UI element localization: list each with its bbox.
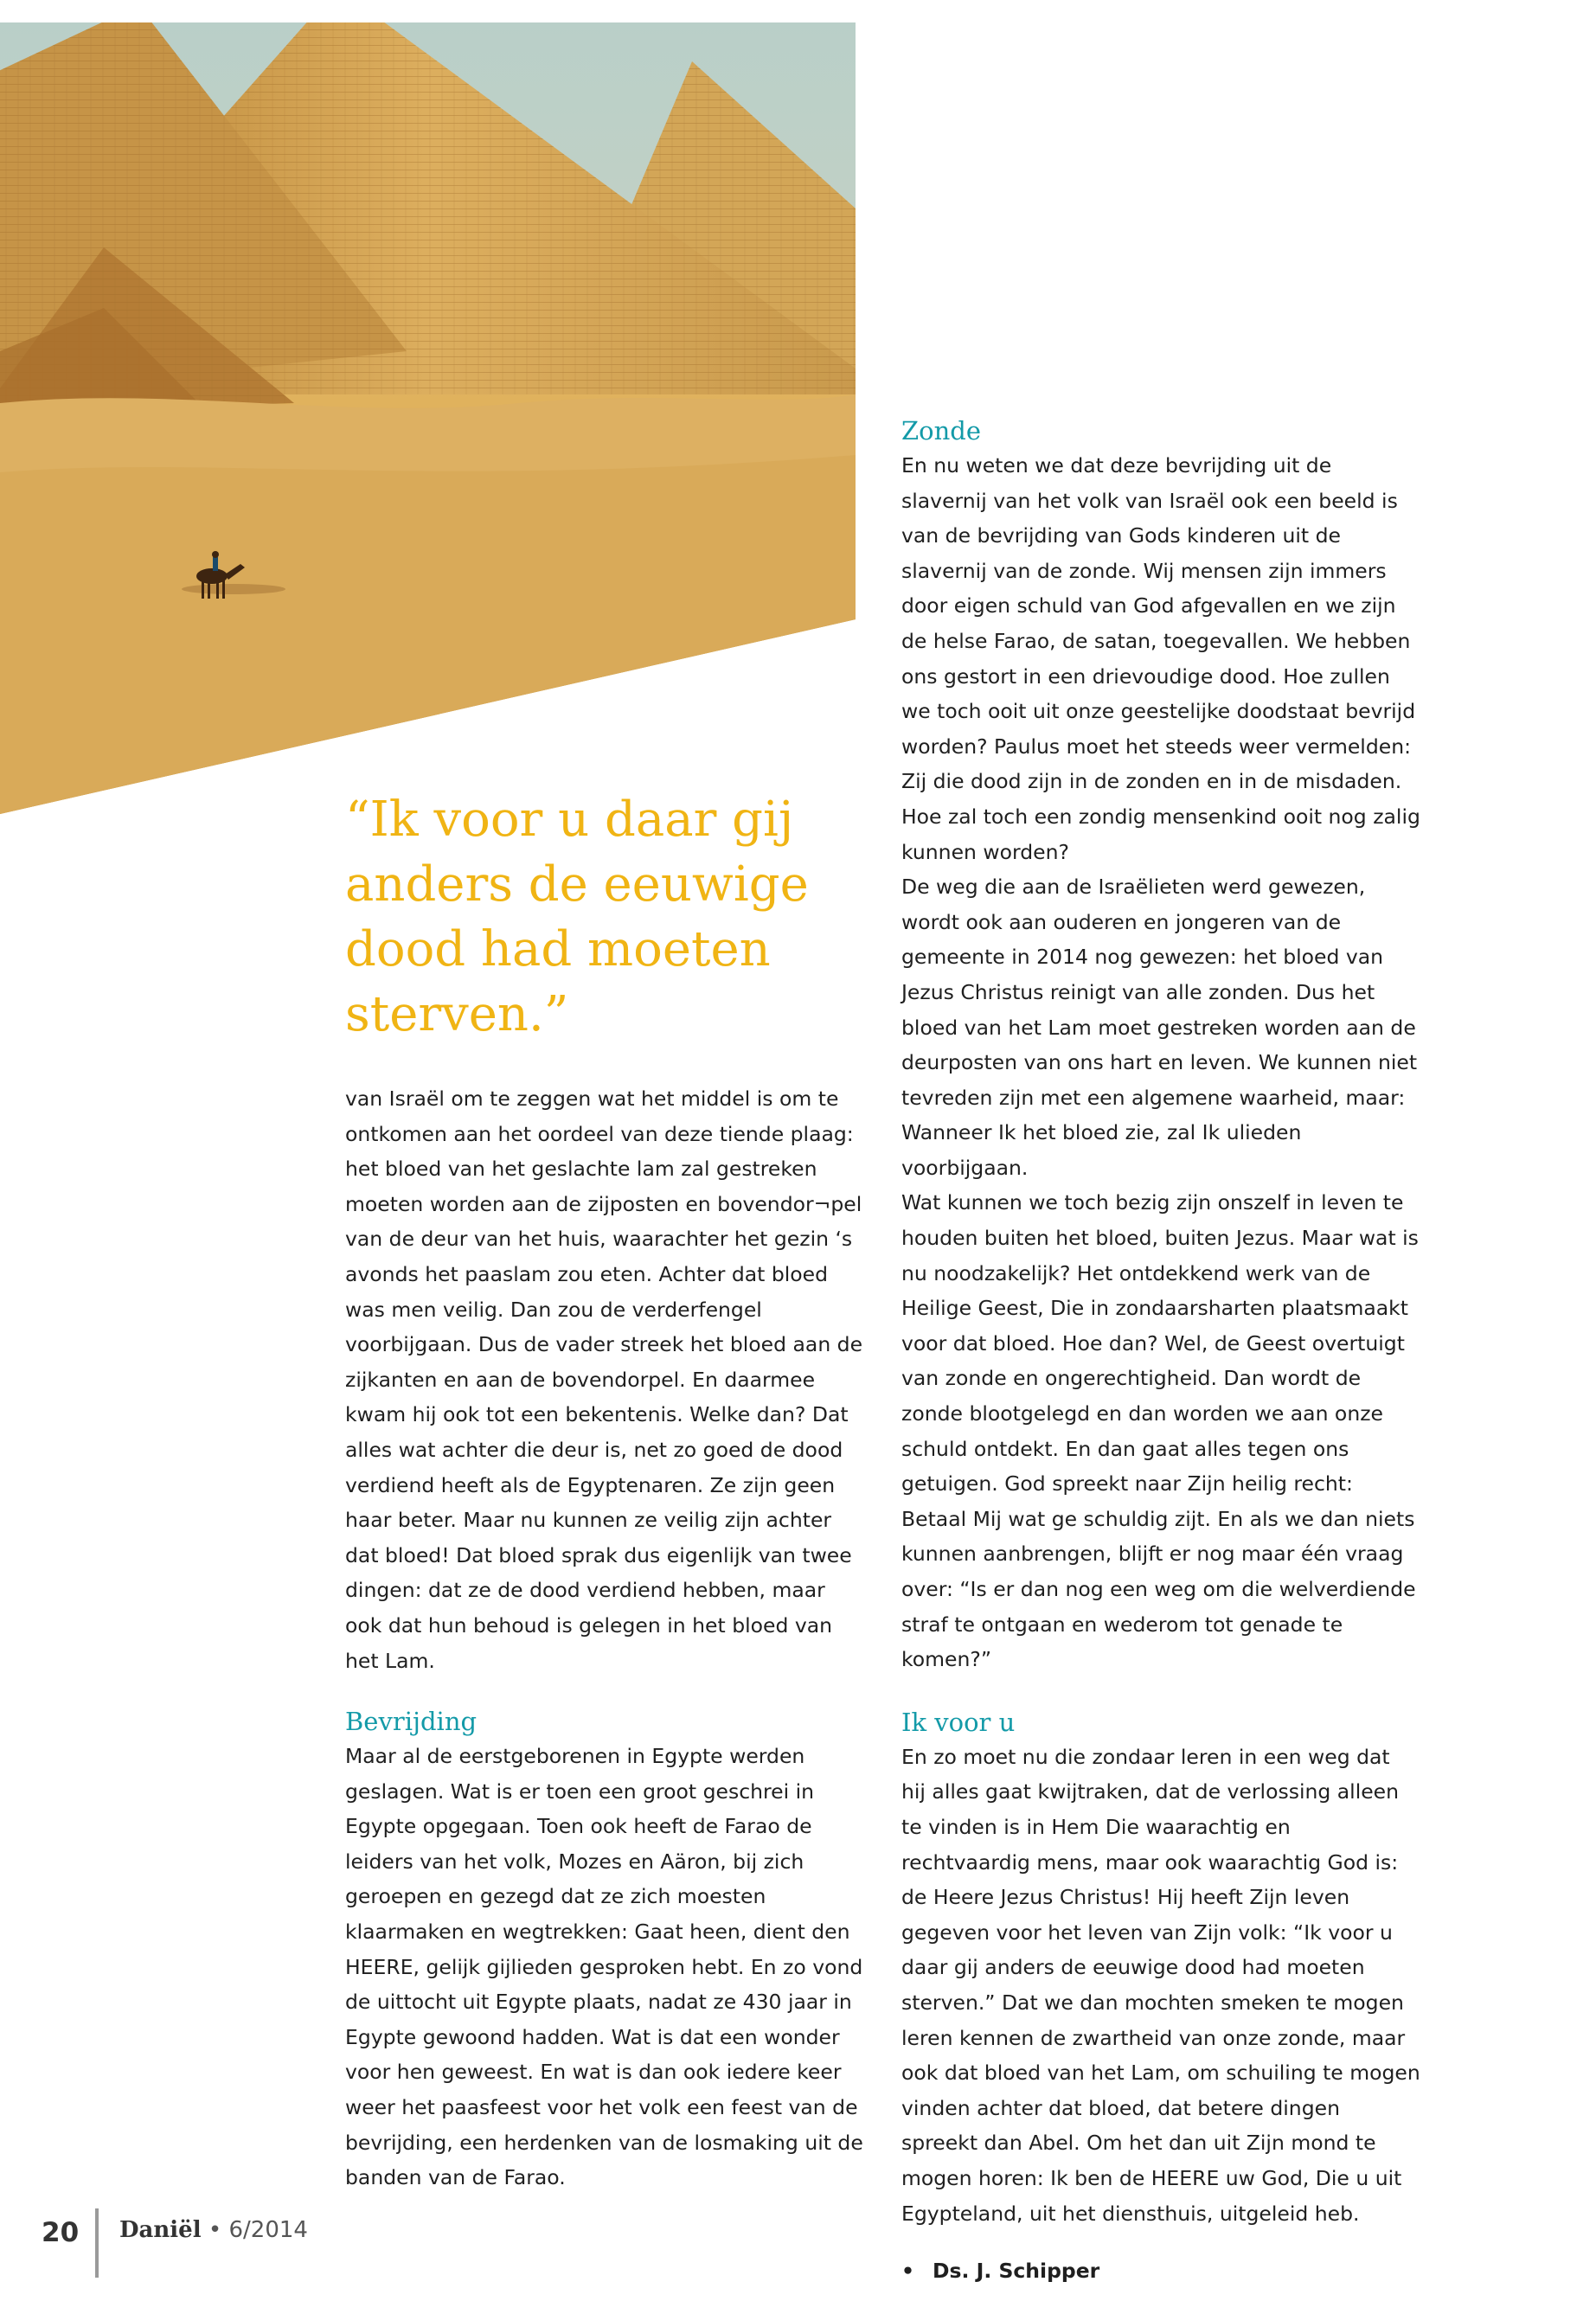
author-name: Ds. J. Schipper: [933, 2259, 1100, 2284]
footer-separator: •: [208, 2217, 222, 2243]
body-paragraph: Maar al de eerstgeborenen in Egypte werden geslagen. Wat is er toen een groot geschrei in Egypte opgegaan. Toen ook heeft de Farao de leiders van het volk, Mozes en Aäron, bij zich geroepen en gezegd dat ze zich moesten klaarmaken en wegtrekken: Gaat heen, dient den HEERE, gelijk gijlieden gesproken hebt. En zo vond de uittocht uit Egypte plaats, nadat ze 430 jaar in Egypte gewoond hadden. Wat is dat een wonder voor hen geweest. En wat is dan ook iedere keer weer het paasfeest voor het volk een feest van de bevrijding, een herdenken van de losmaking uit de banden van de Farao.: [345, 1744, 863, 2190]
footer-divider: [95, 2208, 99, 2278]
author-line: [901, 2253, 1420, 2289]
body-paragraph: De weg die aan de Israëlieten werd gewezen, wordt ook aan ouderen en jongeren van de gemeente in 2014 nog gewezen: het bloed van Jezus Christus reinigt van alle zonden. Dus het bloed van het Lam moet gestreken worden aan de deurposten van ons hart en leven. We kunnen niet tevreden zijn met een algemene waarheid, maar: Wanneer Ik het bloed zie, zal Ik ulieden voorbijgaan.: [901, 875, 1418, 1180]
section-heading-zonde: Zonde: [901, 416, 982, 445]
body-paragraph: van Israël om te zeggen wat het middel is om te ontkomen aan het oordeel van deze tiende plaag: het bloed van het geslachte lam zal gestreken moeten worden aan de zijposten en bovendor¬pel van de deur van het huis, waarachter het gezin ‘s avonds het paaslam zou eten. Achter dat bloed was men veilig. Dan zou de verderfengel voorbijgaan. Dus de vader streek het bloed aan de zijkanten en aan de bovendorpel. En daarmee kwam hij ook tot een bekentenis. Welke dan? Dat alles wat achter die deur is, net zo goed de dood verdiend heeft als de Egyptenaren. Ze zijn geen haar beter. Maar nu kunnen ze veilig zijn achter dat bloed! Dat bloed sprak dus eigenlijk van twee dingen: dat ze de dood verdiend hebben, maar ook dat hun behoud is gelegen in het bloed van het Lam.: [345, 1086, 863, 1673]
body-paragraph: En nu weten we dat deze bevrijding uit de slavernij van het volk van Israël ook een beeld is van de bevrijding van Gods kinderen uit de slavernij van de zonde. Wij mensen zijn immers door eigen schuld van God afgevallen en we zijn de helse Farao, de satan, toegevallen. We hebben ons gestort in een drievoudige dood. Hoe zullen we toch ooit uit onze geestelijke doodstaat bevrijd worden? Paulus moet het steeds weer vermelden: Zij die dood zijn in de zonden en in de misdaden. Hoe zal toch een zondig mensenkind ooit nog zalig kunnen worden?: [901, 453, 1420, 864]
issue-number: 6/2014: [228, 2217, 308, 2243]
right-column: [901, 413, 1420, 2289]
section-heading-bevrijding: Bevrijding: [345, 1707, 478, 1737]
magazine-name: Daniël: [119, 2217, 202, 2243]
body-paragraph: En zo moet nu die zondaar leren in een weg dat hij alles gaat kwijtraken, dat de verlossing alleen te vinden is in Hem Die waarachtig en rechtvaardig mens, maar ook waarachtig God is: de Heere Jezus Christus! Hij heeft Zijn leven gegeven voor het leven van Zijn volk: “Ik voor u daar gij anders de eeuwige dood had moeten sterven.” Dat we dan mochten smeken te mogen leren kennen de zwartheid van onze zonde, maar ook dat bloed van het Lam, om schuiling te mogen vinden achter dat bloed, dat betere dingen spreekt dan Abel. Om het dan uit Zijn mond te mogen horen: Ik ben de HEERE uw God, Die u uit Egypteland, uit het diensthuis, uitgeleid heb.: [901, 1744, 1420, 2226]
pyramids-photo: [0, 22, 856, 814]
page-number: 20: [42, 2217, 80, 2248]
bullet-icon: •: [901, 2259, 915, 2284]
section-heading-ik-voor-u: Ik voor u: [901, 1707, 1016, 1737]
body-paragraph: Wat kunnen we toch bezig zijn onszelf in leven te houden buiten het bloed, buiten Jezus. Maar wat is nu noodzakelijk? Het ontdekkend werk van de Heilige Geest, Die in zondaarsharten plaatsmaakt voor dat bloed. Hoe dan? Wel, de Geest overtuigt van zonde en ongerechtigheid. Dan wordt de zonde blootgelegd en dan worden we aan onze schuld ontdekt. En dan gaat alles tegen ons getuigen. God spreekt naar Zijn heilig recht: Betaal Mij wat ge schuldig zijt. En als we dan niets kunnen aanbrengen, blijft er nog maar één vraag over: “Is er dan nog een weg om die welverdiende straf te ontgaan en wederom tot genade te komen?”: [901, 1190, 1419, 1672]
magazine-info: [119, 2217, 308, 2243]
pull-quote: “Ik voor u daar gij anders de eeuwige dood had moeten sterven.”: [345, 792, 809, 1042]
left-column: [345, 1081, 864, 2195]
